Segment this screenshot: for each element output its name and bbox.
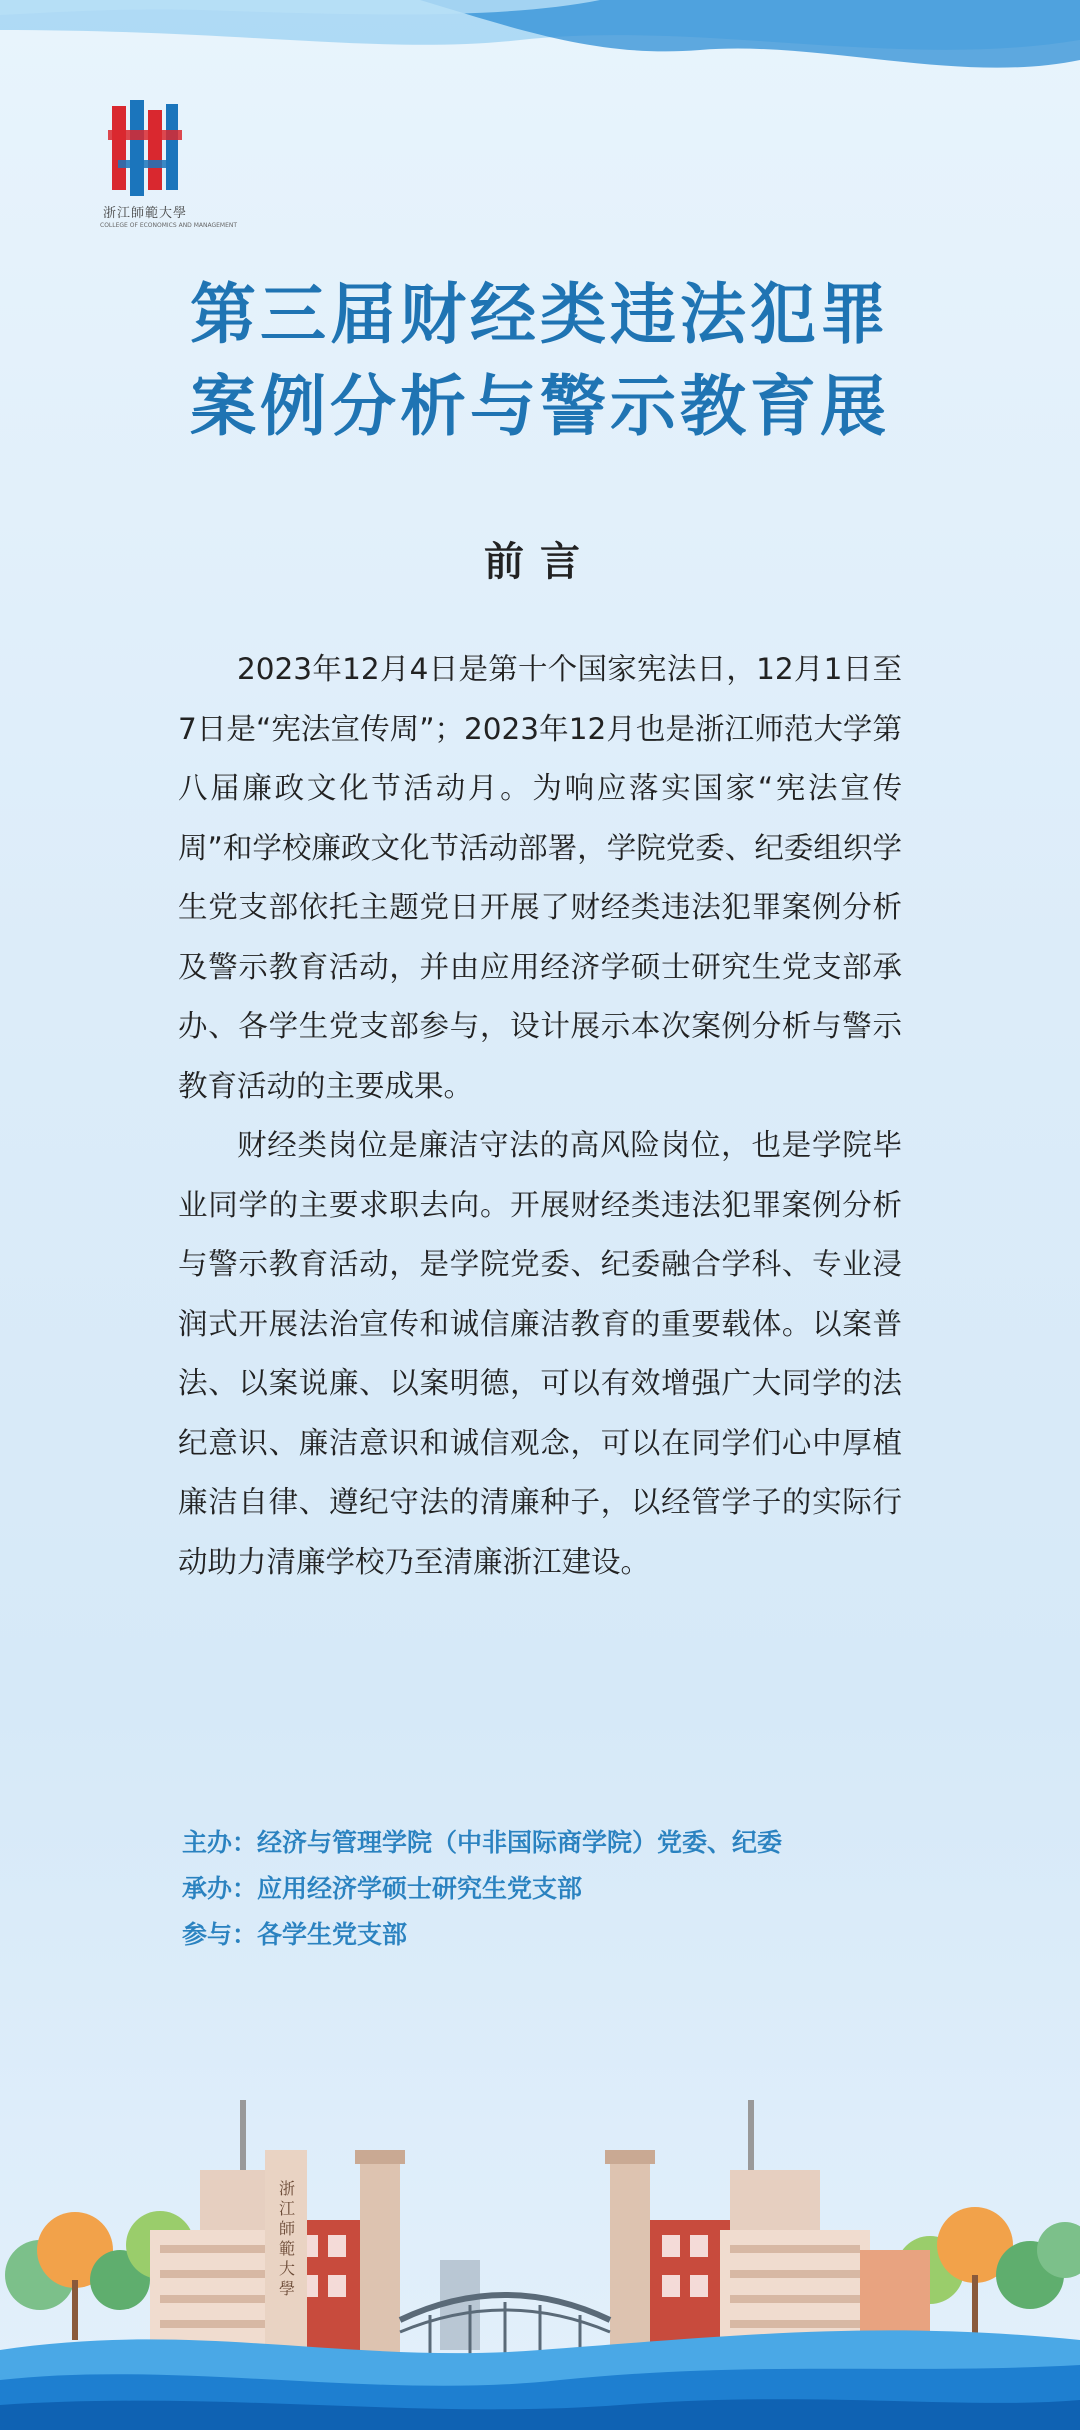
paragraph-1: 2023年12月4日是第十个国家宪法日，12月1日至7日是“宪法宣传周”；2023年12月也是浙江师范大学第八届廉政文化节活动月。为响应落实国家“宪法宣传周”和学校廉政文化节活动部署，学院党委、纪委组织学生党支部依托主题党日开展了财经类违法犯罪案例分析及警示教育活动，并由应用经济学硕士研究生党支部承办、各学生党支部参与，设计展示本次案例分析与警示教育活动的主要成果。 bbox=[178, 652, 902, 1103]
organizer-info bbox=[182, 1820, 902, 1958]
logo-english-name: COLLEGE OF ECONOMICS AND MANAGEMENT bbox=[100, 222, 238, 229]
host-line: 主办：经济与管理学院（中非国际商学院）党委、纪委 bbox=[182, 1828, 783, 1857]
section-heading: 前言 bbox=[484, 539, 596, 585]
university-logo bbox=[100, 100, 238, 240]
participants-line: 参与：各学生党支部 bbox=[182, 1920, 408, 1949]
page-title bbox=[0, 268, 1080, 452]
top-wave-decoration bbox=[0, 0, 1080, 90]
title-line-1: 第三届财经类违法犯罪 bbox=[190, 275, 890, 353]
undertaker-line: 承办：应用经济学硕士研究生党支部 bbox=[182, 1874, 583, 1903]
preface-body bbox=[178, 640, 902, 1592]
paragraph-2: 财经类岗位是廉洁守法的高风险岗位，也是学院毕业同学的主要求职去向。开展财经类违法犯罪案例分析与警示教育活动，是学院党委、纪委融合学科、专业浸润式开展法治宣传和诚信廉洁教育的重要载体。以案普法、以案说廉、以案明德，可以有效增强广大同学的法纪意识、廉洁意识和诚信观念，可以在同学们心中厚植廉洁自律、遵纪守法的清廉种子，以经管学子的实际行动助力清廉学校乃至清廉浙江建设。 bbox=[178, 1128, 902, 1579]
gate-text: 浙江師範大學 bbox=[276, 2180, 296, 2300]
logo-mark-icon bbox=[108, 100, 182, 196]
title-line-2: 案例分析与警示教育展 bbox=[190, 367, 890, 445]
campus-illustration bbox=[0, 2020, 1080, 2430]
logo-chinese-name: 浙江師範大學 bbox=[102, 206, 187, 221]
